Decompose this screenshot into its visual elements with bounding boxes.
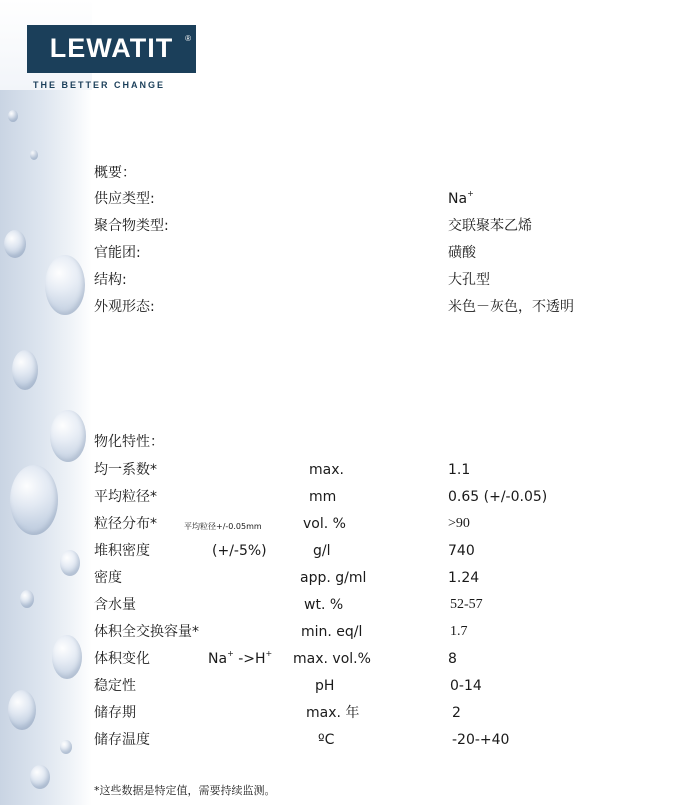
property-value-stability: 0-14 [450, 678, 482, 694]
overview-value-functional-group: 磺酸 [448, 245, 476, 261]
properties-heading: 物化特性： [94, 434, 164, 450]
droplet-icon [10, 465, 58, 535]
overview-label-polymer-type: 聚合物类型: [94, 218, 169, 234]
property-note-bulk-density: (+/-5%) [212, 543, 267, 559]
logo-wordmark: LEWATIT [49, 33, 174, 63]
droplet-icon [8, 110, 18, 122]
lewatit-logo [27, 25, 196, 73]
registered-mark-icon: ® [185, 34, 191, 43]
footnote: *这些数据是特定值，需要持续监测。 [94, 784, 276, 797]
property-label-uniformity: 均一系数* [94, 462, 157, 478]
droplet-icon [30, 765, 50, 789]
property-unit-water-retention: wt. % [304, 597, 344, 613]
overview-value-supply-type: Na+ [448, 189, 474, 207]
property-unit-density: app. g/ml [300, 570, 367, 586]
property-unit-size-distribution: vol. % [303, 516, 346, 532]
property-value-total-capacity: 1.7 [450, 624, 468, 639]
droplet-icon [45, 255, 85, 315]
property-value-bulk-density: 740 [448, 543, 475, 559]
overview-label-appearance: 外观形态: [94, 299, 155, 315]
property-label-mean-bead-size: 平均粒径* [94, 489, 157, 505]
property-value-uniformity: 1.1 [448, 462, 471, 478]
overview-heading: 概要： [94, 165, 136, 181]
property-note-volume-change: Na+ ->H+ [208, 649, 273, 667]
droplet-icon [8, 690, 36, 730]
droplet-icon [30, 150, 38, 160]
property-unit-total-capacity: min. eq/l [301, 624, 363, 640]
property-value-mean-bead-size: 0.65 (+/-0.05) [448, 489, 548, 505]
property-label-storage-temperature: 储存温度 [94, 732, 150, 748]
property-unit-uniformity: max. [309, 462, 344, 478]
overview-label-functional-group: 官能团: [94, 245, 141, 261]
overview-value-appearance: 米色－灰色，不透明 [448, 299, 574, 315]
property-label-storage-period: 储存期 [94, 705, 136, 721]
water-droplet-background [0, 90, 92, 805]
property-note-size-distribution: 平均粒径+/-0.05mm [184, 522, 262, 531]
property-label-density: 密度 [94, 570, 122, 586]
logo-tagline: THE BETTER CHANGE [33, 80, 166, 90]
property-unit-mean-bead-size: mm [309, 489, 337, 505]
droplet-icon [4, 230, 26, 258]
property-value-density: 1.24 [448, 570, 480, 586]
property-value-water-retention: 52-57 [450, 597, 483, 612]
property-unit-stability: pH [315, 678, 335, 694]
droplet-icon [60, 550, 80, 576]
overview-label-supply-type: 供应类型: [94, 191, 155, 207]
droplet-icon [60, 740, 72, 754]
overview-value-structure: 大孔型 [448, 272, 490, 288]
droplet-icon [52, 635, 82, 679]
property-label-total-capacity: 体积全交换容量* [94, 624, 199, 640]
droplet-icon [50, 410, 86, 462]
droplet-icon [20, 590, 34, 608]
property-value-volume-change: 8 [448, 651, 457, 667]
droplet-icon [12, 350, 38, 390]
property-value-size-distribution: >90 [448, 516, 470, 531]
property-label-bulk-density: 堆积密度 [94, 543, 150, 559]
overview-value-polymer-type: 交联聚苯乙烯 [448, 218, 532, 234]
property-unit-storage-temperature: ºC [318, 732, 335, 748]
overview-label-structure: 结构: [94, 272, 127, 288]
property-unit-volume-change: max. vol.% [293, 651, 371, 667]
property-value-storage-period: 2 [452, 705, 461, 721]
property-label-stability: 稳定性 [94, 678, 136, 694]
property-label-water-retention: 含水量 [94, 597, 136, 613]
property-value-storage-temperature: -20-+40 [452, 732, 510, 748]
property-unit-bulk-density: g/l [313, 543, 331, 559]
property-label-volume-change: 体积变化 [94, 651, 150, 667]
property-label-size-distribution: 粒径分布* [94, 516, 157, 532]
property-unit-storage-period: max. 年 [306, 705, 360, 721]
